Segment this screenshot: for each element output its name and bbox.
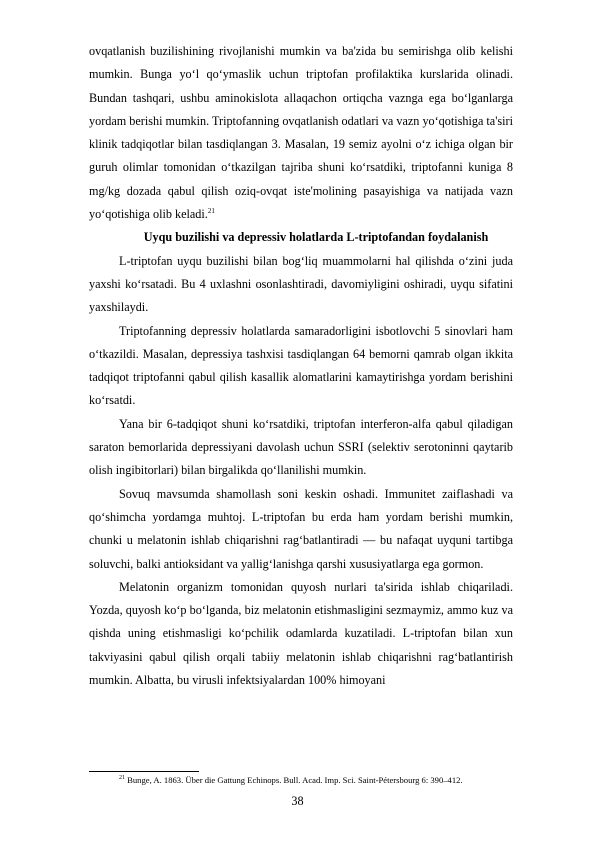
section-heading: Uyqu buzilishi va depressiv holatlarda L-triptofandan foydalanish <box>143 230 489 245</box>
footnote <box>119 774 513 786</box>
document-body <box>89 40 513 692</box>
paragraph-6: Melatonin organizm tomonidan quyosh nurlari ta'sirida ishlab chiqariladi. Yozda, quyosh ko‘p bo‘lganda, biz melatonin etishmasligini sezmaymiz, ammo kuz va qishda uning etishmasligi ko‘pchilik odamlarda kuzatiladi. L-triptofan bilan xun takviyasini qabul qilish orqali tabiiy melatonin ishlab chiqarishni rag‘batlantirish mumkin. Albatta, bu virusli infektsiyalardan 100% himoyani <box>89 579 513 688</box>
paragraph-1 <box>89 40 513 226</box>
paragraph-1-text: ovqatlanish buzilishining rivojlanishi mumkin va ba'zida bu semirishga olib kelishi mumkin. Bunga yo‘l qo‘ymaslik uchun triptofan profilaktika kurslarida olinadi. Bundan tashqari, ushbu aminokislota allaqachon ortiqcha vaznga ega bo‘lganlarga yordam berishi mumkin. Triptofanning ovqatlanish odatlari va vazn yo‘qotishiga ta'siri klinik tadqiqotlar bilan tasdiqlangan 3. Masalan, 19 semiz ayolni o‘z ichiga olgan bir guruh olimlar tomonidan o‘tkazilgan tajriba shuni ko‘rsatdiki, triptofanni kuniga 8 mg/kg dozada qabul qilish oziq-ovqat iste'molining pasayishiga va natijada vazn yo‘qotishiga olib keladi. <box>89 44 513 222</box>
footnote-text: Bunge, A. 1863. Über die Gattung Echinops. Bull. Acad. Imp. Sci. Saint-Pétersbourg 6: 390–412. <box>127 775 463 785</box>
paragraph-4: Yana bir 6-tadqiqot shuni ko‘rsatdiki, triptofan interferon-alfa qabul qiladigan saraton bemorlarida depressiyani davolash uchun SSRI (selektiv serotoninni qaytarib olish ingibitorlari) bilan birgalikda qo‘llanilishi mumkin. <box>89 416 513 478</box>
footnote-ref-21[interactable]: 21 <box>207 207 215 216</box>
page-number: 38 <box>291 794 304 808</box>
paragraph-2: L-triptofan uyqu buzilishi bilan bog‘liq muammolarni hal qilishda o‘zini juda yaxshi ko‘rsatadi. Bu 4 uxlashni osonlashtiradi, davomiyligini oshiradi, uyqu sifatini yaxshilaydi. <box>89 253 513 315</box>
paragraph-3: Triptofanning depressiv holatlarda samaradorligini isbotlovchi 5 sinovlari ham o‘tkazildi. Masalan, depressiya tashxisi tasdiqlangan 64 bemorni qamrab olgan ikkita tadqiqot triptofanni qabul qilish kasallik alomatlarini kamaytirishga yordam berishini ko‘rsatdi. <box>89 323 513 408</box>
footnote-divider <box>89 771 199 772</box>
paragraph-5: Sovuq mavsumda shamollash soni keskin oshadi. Immunitet zaiflashadi va qo‘shimcha yordamga muhtoj. L-triptofan bu erda ham yordam berishi mumkin, chunki u melatonin ishlab chiqarishni rag‘batlantiradi — bu nafaqat uyquni tartibga soluvchi, balki antioksidant va yallig‘lanishga qarshi xususiyatlarga ega gormon. <box>89 486 513 571</box>
footnote-number: 21 <box>119 775 125 782</box>
